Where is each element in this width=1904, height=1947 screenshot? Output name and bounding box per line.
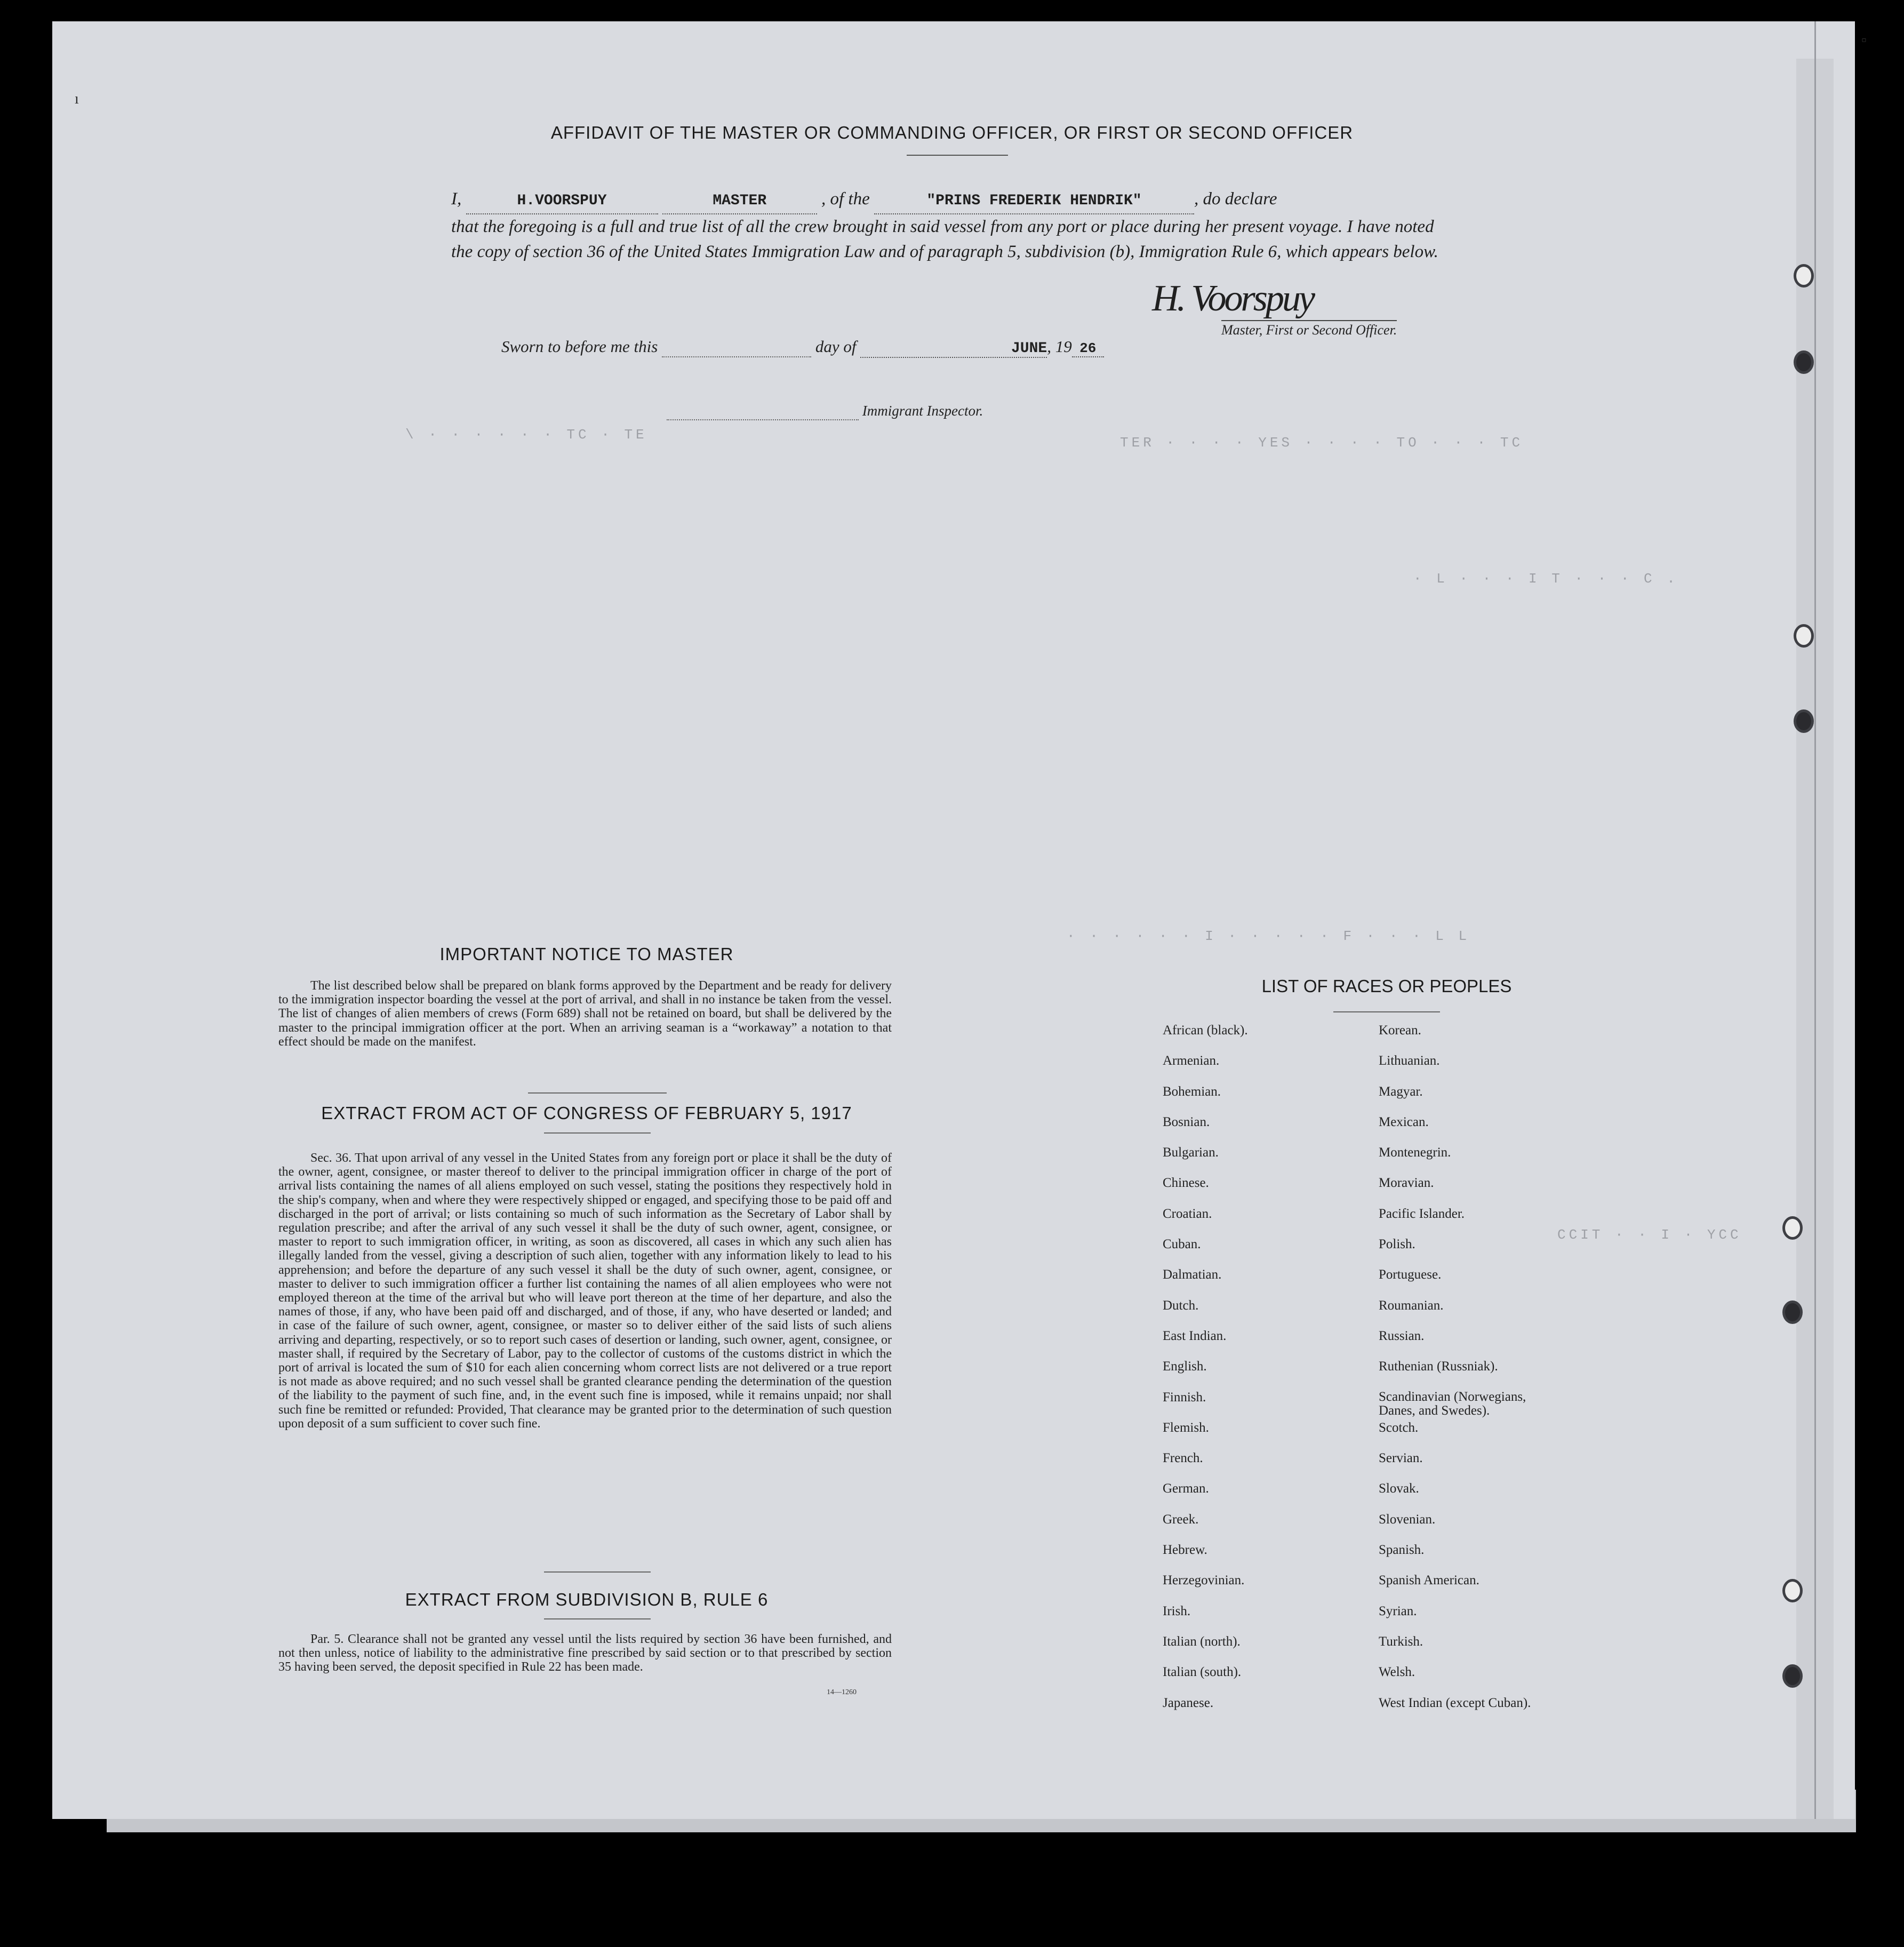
of-the-label: , of the xyxy=(821,189,870,209)
section-rule xyxy=(544,1132,651,1134)
race-item: Syrian. xyxy=(1379,1603,1417,1618)
race-item: Bohemian. xyxy=(1163,1084,1221,1099)
bleed-through-text: · · · · · · I · · · · · F · · · L L xyxy=(1067,928,1470,944)
race-item: Chinese. xyxy=(1163,1176,1209,1191)
punch-hole-icon xyxy=(1782,1300,1803,1324)
punch-hole-icon xyxy=(1794,350,1814,374)
section-rule xyxy=(1333,1011,1440,1012)
race-item: East Indian. xyxy=(1163,1328,1227,1343)
notice-title: IMPORTANT NOTICE TO MASTER xyxy=(439,944,734,964)
sworn-line xyxy=(501,337,1104,358)
year-prefix: , 19 xyxy=(1047,337,1072,356)
race-item: Turkish. xyxy=(1379,1634,1423,1649)
races-left-column xyxy=(1163,1023,1248,1726)
section-rule xyxy=(544,1571,651,1573)
form-number: 14—1260 xyxy=(827,1688,857,1696)
race-item: Montenegrin. xyxy=(1379,1145,1451,1160)
page-fold-line xyxy=(1814,21,1816,1819)
declarant-prefix: I, xyxy=(451,189,462,209)
sworn-year: 26 xyxy=(1072,340,1104,357)
race-item: Armenian. xyxy=(1163,1054,1220,1068)
punch-hole-icon xyxy=(1782,1579,1803,1602)
race-item: Italian (south). xyxy=(1163,1665,1242,1680)
race-item: Roumanian. xyxy=(1379,1298,1444,1313)
race-item: Korean. xyxy=(1379,1023,1421,1038)
race-item: Welsh. xyxy=(1379,1665,1415,1680)
punch-hole-icon xyxy=(1794,264,1814,288)
rule-extract-title: EXTRACT FROM SUBDIVISION B, RULE 6 xyxy=(405,1590,769,1609)
day-of-label: day of xyxy=(815,337,857,356)
race-item: Japanese. xyxy=(1163,1695,1214,1710)
race-item: Pacific Islander. xyxy=(1379,1206,1465,1221)
race-item: Scotch. xyxy=(1379,1420,1419,1435)
declaration-line xyxy=(451,187,1454,214)
sworn-prefix: Sworn to before me this xyxy=(501,337,658,356)
act-extract-text: Sec. 36. That upon arrival of any vessel in the United States from any foreign port or place it shall be the duty of the owner, agent, consignee, or master thereof to deliver to the principal immigration officer in charge of the port of arrival lists containing the names of all aliens employed on such vessel, stating the positions they respectively hold in the ship's company, when and where they were respectively shipped or engaged, and specifying those to be paid off and discharged in the port of arrival; or lists containing so much of such information as the Secretary of Labor shall by regulation prescribe; and after the arrival of any such vessel it shall be the duty of such owner, agent, consignee, or master to report to such immigration officer, in writing, as soon as discovered, all cases in which any such alien has illegally landed from the vessel, giving a description of such alien, together with any information likely to lead to his apprehension; and before the departure of any such vessel it shall be the duty of such owner, agent, consignee, or master to deliver to such immigration officer a further list containing the names of all alien employees who were not employed thereon at the time of the arrival but who will leave port thereon at the time of her departure, and also the names of those, if any, who have been paid off and discharged, and of those, if any, who have deserted or landed; and in case of the failure of such owner, agent, consignee, or master so to deliver either of the said lists of such aliens arriving and departing, respectively, or so to report such cases of desertion or landing, such owner, agent, consignee, or master shall, if required by the Secretary of Labor, pay to the collector of customs of the customs district in which the port of arrival is located the sum of $10 for each alien concerning whom correct lists are not delivered or a true report is not made as above required; and no such vessel shall be granted clearance pending the determination of the question of the liability to the payment of such fine, and, in the event such fine is imposed, while it remains unpaid; nor shall such fine be remitted or refunded: Provided, That clearance may be granted prior to the determination of such question upon deposit of a sum sufficient to cover such fine. xyxy=(278,1151,892,1431)
bleed-through-text: CCIT · · I · YCC xyxy=(1557,1227,1742,1243)
race-item: Servian. xyxy=(1379,1451,1423,1466)
races-title: LIST OF RACES OR PEOPLES xyxy=(1261,976,1512,996)
document-page xyxy=(52,21,1855,1819)
section-rule xyxy=(544,1618,651,1619)
race-item: Herzegovinian. xyxy=(1163,1573,1245,1588)
race-item: Cuban. xyxy=(1163,1237,1201,1252)
race-item: Scandinavian (Norwegians, Danes, and Swedes). xyxy=(1379,1389,1526,1418)
signature-caption: Master, First or Second Officer. xyxy=(1221,320,1397,338)
affidavit-body xyxy=(451,187,1454,265)
race-item: Greek. xyxy=(1163,1512,1199,1527)
race-item: Hebrew. xyxy=(1163,1543,1207,1558)
vessel-name: "PRINS FREDERIK HENDRIK" xyxy=(874,188,1194,214)
inspector-line xyxy=(667,403,983,420)
punch-hole-icon xyxy=(1782,1216,1803,1240)
race-item: Magyar. xyxy=(1379,1084,1423,1099)
declaration-body: that the foregoing is a full and true list of all the crew brought in said vessel from any port or place during her present voyage. I have noted the copy of section 36 of the United States Immigration Law and of paragraph 5, subdivision (b), Immigration Rule 6, which appears below. xyxy=(451,217,1438,261)
corner-mark: ı xyxy=(75,91,79,107)
title-rule xyxy=(907,155,1008,156)
race-item: Spanish. xyxy=(1379,1543,1425,1558)
race-item: English. xyxy=(1163,1359,1207,1374)
act-extract-title: EXTRACT FROM ACT OF CONGRESS OF FEBRUARY 5, 1917 xyxy=(321,1103,852,1123)
notice-text: The list described below shall be prepared on blank forms approved by the Department and be ready for delivery to the immigration inspector boarding the vessel at the port of arrival, and shall in no instance be taken from the vessel. The list of changes of alien members of crews (Form 689) shall not be retained on board, but shall be delivered by the master to the principal immigration officer at the port. When an arriving seaman is a “workaway” a notation to that effect should be made on the manifest. xyxy=(278,979,892,1049)
races-right-column xyxy=(1379,1023,1560,1726)
bleed-through-text: TER · · · · YES · · · · TO · · · TC xyxy=(1120,435,1524,451)
race-item: Slovenian. xyxy=(1379,1512,1436,1527)
race-item: Lithuanian. xyxy=(1379,1054,1440,1068)
race-item: Slovak. xyxy=(1379,1481,1419,1496)
race-item: Dalmatian. xyxy=(1163,1267,1222,1282)
race-item: West Indian (except Cuban). xyxy=(1379,1695,1531,1710)
section-rule xyxy=(528,1092,667,1094)
rule-extract-text: Par. 5. Clearance shall not be granted any vessel until the lists required by section 36 have been furnished, and not then unless, notice of liability to the administrative fine prescribed by said section or to that prescribed by section 35 having been served, the deposit specified in Rule 22 has been made. xyxy=(278,1632,892,1674)
race-item: Flemish. xyxy=(1163,1420,1209,1435)
declarant-name: H.VOORSPUY xyxy=(466,188,658,214)
bleed-through-text: · L · · · I T · · · C . xyxy=(1413,571,1678,587)
declarant-rank: MASTER xyxy=(662,188,817,214)
inspector-caption: Immigrant Inspector. xyxy=(862,403,983,419)
sworn-month: JUNE xyxy=(860,340,1047,358)
master-signature: H. Voorspuy xyxy=(1152,278,1314,319)
race-item: Italian (north). xyxy=(1163,1634,1241,1649)
race-item: German. xyxy=(1163,1481,1209,1496)
inspector-signature-blank xyxy=(667,403,859,420)
affidavit-title: AFFIDAVIT OF THE MASTER OR COMMANDING OFFICER, OR FIRST OR SECOND OFFICER xyxy=(550,123,1354,142)
race-item: Portuguese. xyxy=(1379,1267,1442,1282)
race-item: French. xyxy=(1163,1451,1203,1466)
race-item: Ruthenian (Russniak). xyxy=(1379,1359,1498,1374)
race-item: Irish. xyxy=(1163,1603,1191,1618)
punch-hole-icon xyxy=(1794,709,1814,733)
punch-hole-icon xyxy=(1794,624,1814,648)
race-item: Polish. xyxy=(1379,1237,1415,1252)
corner-mark: ▫ xyxy=(1861,32,1867,49)
race-item: Bulgarian. xyxy=(1163,1145,1219,1160)
do-declare-label: , do declare xyxy=(1194,189,1277,209)
punch-hole-icon xyxy=(1782,1664,1803,1688)
race-item: Moravian. xyxy=(1379,1176,1434,1191)
race-item: Finnish. xyxy=(1163,1390,1206,1405)
race-item: Dutch. xyxy=(1163,1298,1199,1313)
race-item: Croatian. xyxy=(1163,1206,1212,1221)
race-item: Mexican. xyxy=(1379,1114,1429,1129)
race-item: African (black). xyxy=(1163,1023,1248,1038)
race-item: Russian. xyxy=(1379,1328,1425,1343)
sworn-day-blank xyxy=(662,337,811,357)
race-item: Bosnian. xyxy=(1163,1114,1210,1129)
race-item: Spanish American. xyxy=(1379,1573,1479,1588)
bleed-through-text: \ · · · · · · TC · TE xyxy=(405,427,647,443)
